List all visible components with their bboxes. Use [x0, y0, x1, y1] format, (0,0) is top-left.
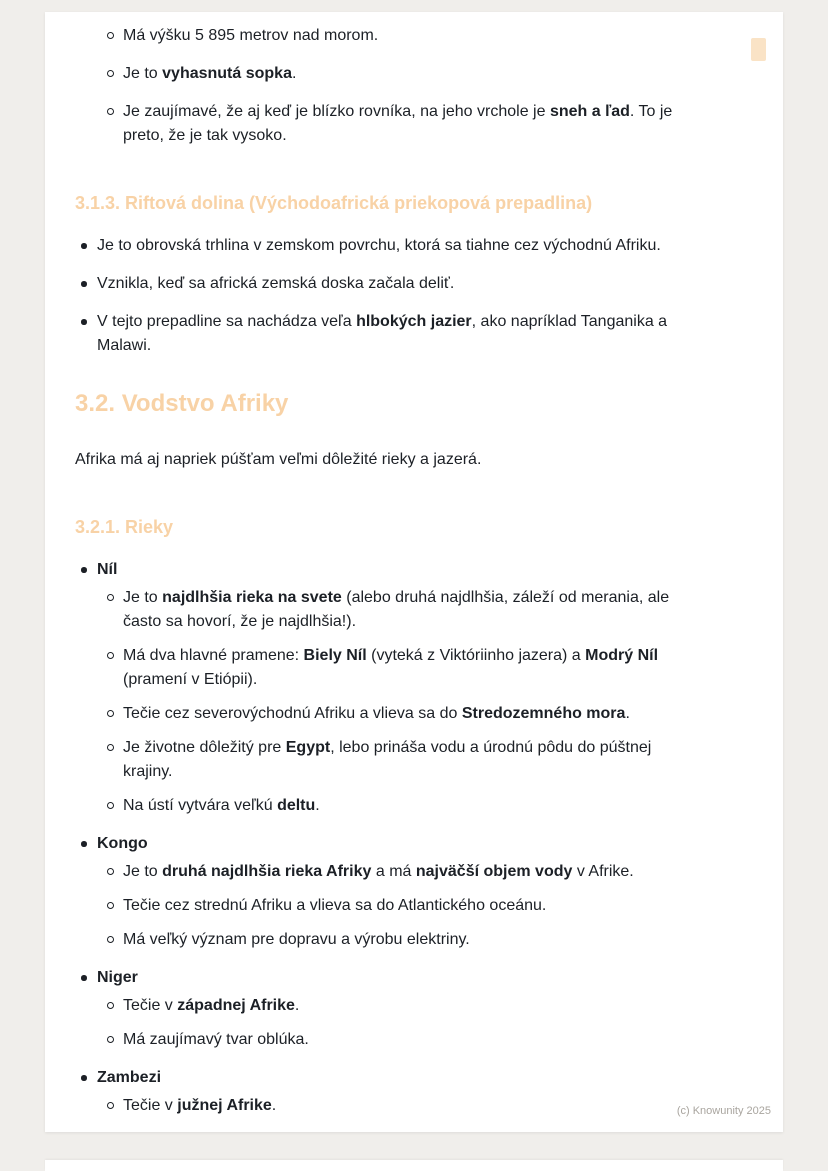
text-segment: Afrika má aj napriek púšťam veľmi dôležité rieky a jazerá. — [75, 451, 482, 468]
section-heading-h3: 3.2.1. Rieky — [75, 517, 174, 537]
list-item-row — [75, 558, 688, 582]
bullet-list — [75, 558, 688, 1118]
text-segment: Má výšku 5 895 metrov nad morom. — [123, 27, 379, 44]
circle-bullet-icon — [107, 744, 114, 751]
bullet-column — [101, 24, 123, 48]
list-item — [101, 794, 688, 818]
text-segment: Je životne dôležitý pre — [123, 739, 286, 756]
circle-bullet-icon — [107, 868, 114, 875]
text-segment: (pramení v Etiópii). — [123, 671, 258, 688]
list-item — [101, 1028, 688, 1052]
section-heading-h3: 3.1.3. Riftová dolina (Východoafrická priekopová prepadlina) — [75, 193, 593, 213]
text-segment: Na ústí vytvára veľkú — [123, 797, 278, 814]
list-item — [75, 832, 688, 952]
list-item-row — [101, 736, 688, 784]
next-page-top-edge — [45, 1160, 783, 1171]
text-segment: Je to obrovská trhlina v zemskom povrchu, ktorá sa tiahne cez východnú Afriku. — [97, 237, 661, 254]
bullet-column — [75, 272, 97, 296]
disc-bullet-icon — [81, 567, 87, 573]
list-item-row — [101, 794, 688, 818]
list-item-row — [101, 1094, 688, 1118]
circle-bullet-icon — [107, 594, 114, 601]
list-item-row — [101, 586, 688, 634]
text-segment: druhá najdlhšia rieka Afriky — [162, 863, 372, 880]
circle-bullet-icon — [107, 1036, 114, 1043]
list-item — [101, 994, 688, 1018]
bullet-column — [101, 1094, 123, 1118]
text-segment: západnej Afrike — [177, 997, 295, 1014]
list-item-row — [75, 272, 688, 296]
list-item-text — [97, 1066, 688, 1090]
text-segment: . To je preto, že je tak vysoko. — [123, 103, 673, 144]
circle-bullet-icon — [107, 902, 114, 909]
list-item-text — [123, 794, 688, 818]
disc-bullet-icon — [81, 243, 87, 249]
paragraph — [75, 448, 688, 472]
list-item-row — [101, 1028, 688, 1052]
list-item-text — [97, 310, 688, 358]
circle-bullet-icon — [107, 32, 114, 39]
disc-bullet-icon — [81, 841, 87, 847]
text-segment: vyhasnutá sopka — [162, 65, 292, 82]
circle-bullet-icon — [107, 1102, 114, 1109]
list-item — [101, 24, 688, 48]
list-item — [101, 62, 688, 86]
list-item — [101, 1094, 688, 1118]
list-item-row — [101, 100, 688, 148]
list-item-row — [101, 62, 688, 86]
list-item-text — [123, 994, 688, 1018]
list-item-row — [75, 966, 688, 990]
list-item — [101, 702, 688, 726]
circle-bullet-icon — [107, 710, 114, 717]
list-item-text — [97, 966, 688, 990]
text-segment: Modrý Níl — [585, 647, 659, 664]
list-item — [101, 644, 688, 692]
bullet-column — [101, 994, 123, 1018]
text-segment: . — [291, 65, 297, 82]
disc-bullet-icon — [81, 319, 87, 325]
circle-bullet-icon — [107, 108, 114, 115]
text-segment: hlbokých jazier — [356, 313, 472, 330]
circle-list — [101, 994, 688, 1052]
text-segment: Tečie cez strednú Afriku a vlieva sa do Atlantického oceánu. — [123, 897, 547, 914]
text-segment: južnej Afrike — [177, 1097, 272, 1114]
bullet-column — [101, 1028, 123, 1052]
bullet-column — [75, 1066, 97, 1090]
text-segment: V tejto prepadline sa nachádza veľa — [97, 313, 357, 330]
text-segment: Vznikla, keď sa africká zemská doska začala deliť. — [97, 275, 455, 292]
text-segment: Má zaujímavý tvar oblúka. — [123, 1031, 309, 1048]
text-segment: . — [625, 705, 630, 722]
list-item-text — [97, 272, 688, 296]
disc-bullet-icon — [81, 281, 87, 287]
circle-list — [101, 586, 688, 818]
list-item-row — [75, 310, 688, 358]
circle-list — [101, 1094, 688, 1118]
bullet-column — [101, 860, 123, 884]
bullet-column — [75, 234, 97, 258]
text-segment: . — [315, 797, 320, 814]
text-segment: Niger — [97, 969, 138, 986]
list-item-text — [97, 832, 688, 856]
circle-bullet-icon — [107, 70, 114, 77]
text-segment: deltu — [277, 797, 316, 814]
list-item-row — [101, 928, 688, 952]
list-item-text — [123, 24, 688, 48]
text-segment: (alebo druhá najdlhšia, záleží od merania, ale často sa hovorí, že je najdlhšia!). — [123, 589, 670, 630]
bullet-column — [101, 644, 123, 692]
list-item-text — [123, 1028, 688, 1052]
list-item — [75, 558, 688, 818]
text-segment: najdlhšia rieka na svete — [162, 589, 342, 606]
list-item — [75, 234, 688, 258]
list-item-text — [123, 586, 688, 634]
bullet-column — [75, 558, 97, 582]
bullet-column — [101, 794, 123, 818]
list-item — [75, 1066, 688, 1118]
page-content — [45, 12, 783, 1118]
list-item-row — [75, 832, 688, 856]
bullet-column — [101, 100, 123, 148]
text-segment: , ako napríklad Tanganika a Malawi. — [97, 313, 668, 354]
text-segment: Je to — [123, 65, 163, 82]
bullet-column — [75, 310, 97, 358]
text-segment: Tečie v — [123, 1097, 178, 1114]
list-item-text — [123, 894, 688, 918]
peach-highlight-marker — [751, 38, 766, 61]
list-item-row — [101, 644, 688, 692]
text-segment: Je to — [123, 589, 163, 606]
list-item-text — [123, 702, 688, 726]
list-item — [101, 586, 688, 634]
text-segment: Tečie cez severovýchodnú Afriku a vlieva sa do — [123, 705, 462, 722]
list-item-row — [101, 894, 688, 918]
list-item-row — [101, 24, 688, 48]
list-item-row — [75, 234, 688, 258]
text-segment: Zambezi — [97, 1069, 162, 1086]
text-segment: sneh a ľad — [549, 103, 630, 120]
list-item — [75, 966, 688, 1052]
bullet-column — [75, 966, 97, 990]
list-item — [101, 100, 688, 148]
text-segment: Stredozemného mora — [461, 705, 626, 722]
text-segment: v Afrike. — [572, 863, 634, 880]
text-segment: . — [294, 997, 300, 1014]
text-segment: najväčší objem vody — [415, 863, 573, 880]
circle-bullet-icon — [107, 936, 114, 943]
list-item — [101, 928, 688, 952]
text-segment: Tečie v — [123, 997, 178, 1014]
text-segment: Kongo — [97, 835, 148, 852]
disc-bullet-icon — [81, 975, 87, 981]
list-item — [75, 272, 688, 296]
text-segment: Biely Níl — [303, 647, 367, 664]
bullet-column — [75, 832, 97, 856]
text-segment: Níl — [97, 561, 118, 578]
bullet-column — [101, 736, 123, 784]
list-item-text — [123, 860, 688, 884]
section-heading-h2: 3.2. Vodstvo Afriky — [75, 390, 289, 417]
list-item — [101, 894, 688, 918]
list-item-text — [97, 558, 688, 582]
list-item-text — [123, 1094, 688, 1118]
copyright-footer: (c) Knowunity 2025 — [676, 1105, 771, 1117]
list-item — [75, 310, 688, 358]
text-segment: Má dva hlavné pramene: — [123, 647, 304, 664]
list-item-text — [123, 62, 688, 86]
list-item — [101, 860, 688, 884]
circle-bullet-icon — [107, 802, 114, 809]
bullet-column — [101, 62, 123, 86]
circle-bullet-icon — [107, 1002, 114, 1009]
text-segment: Je zaujímavé, že aj keď je blízko rovníka, na jeho vrchole je — [123, 103, 550, 120]
bullet-column — [101, 702, 123, 726]
text-segment: (vyteká z Viktóriinho jazera) a — [366, 647, 586, 664]
list-item-text — [97, 234, 688, 258]
bullet-column — [101, 928, 123, 952]
list-item-text — [123, 644, 688, 692]
bullet-list — [75, 234, 688, 358]
list-item-row — [101, 702, 688, 726]
list-item-text — [123, 928, 688, 952]
list-item-text — [123, 736, 688, 784]
circle-list — [101, 860, 688, 952]
list-item-row — [101, 994, 688, 1018]
text-segment: Má veľký význam pre dopravu a výrobu elektriny. — [123, 931, 470, 948]
list-item-row — [75, 1066, 688, 1090]
circle-list — [101, 24, 688, 148]
disc-bullet-icon — [81, 1075, 87, 1081]
list-item — [101, 736, 688, 784]
text-segment: Je to — [123, 863, 163, 880]
text-segment: Egypt — [285, 739, 331, 756]
bullet-column — [101, 894, 123, 918]
text-segment: . — [271, 1097, 277, 1114]
document-page — [45, 12, 783, 1132]
list-item-row — [101, 860, 688, 884]
list-item-text — [123, 100, 688, 148]
text-segment: a má — [371, 863, 416, 880]
bullet-column — [101, 586, 123, 634]
text-segment: , lebo prináša vodu a úrodnú pôdu do púštnej krajiny. — [123, 739, 652, 780]
circle-bullet-icon — [107, 652, 114, 659]
